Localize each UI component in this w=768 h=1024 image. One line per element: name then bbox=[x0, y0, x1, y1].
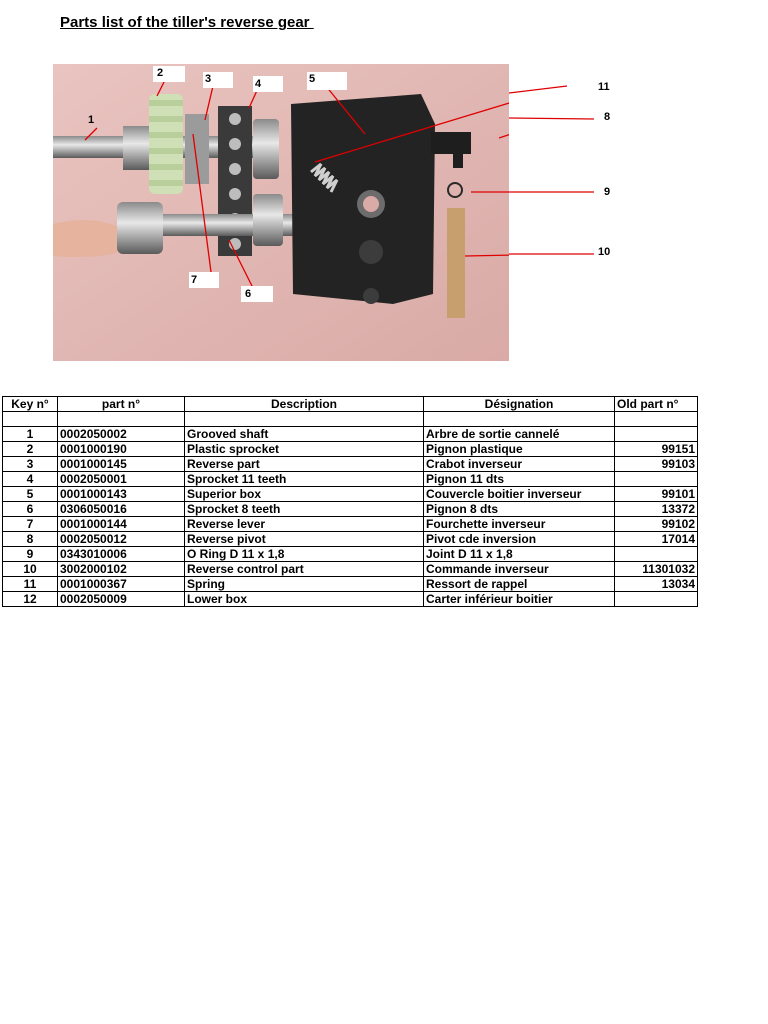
table-row bbox=[3, 427, 698, 442]
key-cell: 12 bbox=[3, 592, 58, 607]
callout-10: 10 bbox=[598, 246, 611, 258]
designation-cell: Pivot cde inversion bbox=[424, 532, 615, 547]
designation-cell: Pignon plastique bbox=[424, 442, 615, 457]
parts-table bbox=[2, 396, 698, 607]
description-cell: Spring bbox=[185, 577, 424, 592]
description-cell: O Ring D 11 x 1,8 bbox=[185, 547, 424, 562]
description-cell: Reverse lever bbox=[185, 517, 424, 532]
callout-9: 9 bbox=[604, 186, 611, 198]
description-cell: Lower box bbox=[185, 592, 424, 607]
key-cell: 8 bbox=[3, 532, 58, 547]
part-number-cell: 0001000190 bbox=[58, 442, 185, 457]
table-row bbox=[3, 502, 698, 517]
part-number-cell: 0001000145 bbox=[58, 457, 185, 472]
description-cell: Sprocket 11 teeth bbox=[185, 472, 424, 487]
key-cell: 3 bbox=[3, 457, 58, 472]
header-old-part-number: Old part n° bbox=[615, 397, 698, 412]
designation-cell: Arbre de sortie cannelé bbox=[424, 427, 615, 442]
callout-4: 4 bbox=[255, 78, 262, 90]
old-part-number-cell bbox=[615, 547, 698, 562]
table-row bbox=[3, 592, 698, 607]
part-number-cell: 0002050002 bbox=[58, 427, 185, 442]
key-cell: 1 bbox=[3, 427, 58, 442]
description-cell: Reverse control part bbox=[185, 562, 424, 577]
description-cell: Plastic sprocket bbox=[185, 442, 424, 457]
old-part-number-cell: 13034 bbox=[615, 577, 698, 592]
header-key: Key n° bbox=[3, 397, 58, 412]
header-part-number: part n° bbox=[58, 397, 185, 412]
callout-7: 7 bbox=[191, 274, 198, 286]
table-row bbox=[3, 457, 698, 472]
table-row bbox=[3, 562, 698, 577]
old-part-number-cell: 99101 bbox=[615, 487, 698, 502]
part-number-cell: 0002050009 bbox=[58, 592, 185, 607]
description-cell: Reverse part bbox=[185, 457, 424, 472]
page-title: Parts list of the tiller's reverse gear bbox=[60, 14, 314, 31]
key-cell: 9 bbox=[3, 547, 58, 562]
description-cell: Superior box bbox=[185, 487, 424, 502]
key-cell: 6 bbox=[3, 502, 58, 517]
callout-6: 6 bbox=[245, 288, 252, 300]
part-number-cell: 0343010006 bbox=[58, 547, 185, 562]
table-row bbox=[3, 547, 698, 562]
header-description: Description bbox=[185, 397, 424, 412]
old-part-number-cell: 99151 bbox=[615, 442, 698, 457]
description-cell: Sprocket 8 teeth bbox=[185, 502, 424, 517]
key-cell: 4 bbox=[3, 472, 58, 487]
callout-11: 11 bbox=[598, 81, 610, 93]
table-row bbox=[3, 472, 698, 487]
table-header-row bbox=[3, 397, 698, 412]
designation-cell: Joint D 11 x 1,8 bbox=[424, 547, 615, 562]
callout-2: 2 bbox=[157, 67, 164, 79]
old-part-number-cell bbox=[615, 427, 698, 442]
part-number-cell: 0002050001 bbox=[58, 472, 185, 487]
part-number-cell: 0001000143 bbox=[58, 487, 185, 502]
table-row bbox=[3, 442, 698, 457]
designation-cell: Pignon 8 dts bbox=[424, 502, 615, 517]
designation-cell: Ressort de rappel bbox=[424, 577, 615, 592]
old-part-number-cell bbox=[615, 592, 698, 607]
header-designation: Désignation bbox=[424, 397, 615, 412]
callout-5: 5 bbox=[309, 73, 316, 85]
description-cell: Grooved shaft bbox=[185, 427, 424, 442]
old-part-number-cell: 13372 bbox=[615, 502, 698, 517]
part-number-cell: 3002000102 bbox=[58, 562, 185, 577]
part-number-cell: 0001000144 bbox=[58, 517, 185, 532]
designation-cell: Crabot inverseur bbox=[424, 457, 615, 472]
part-number-cell: 0001000367 bbox=[58, 577, 185, 592]
old-part-number-cell: 17014 bbox=[615, 532, 698, 547]
key-cell: 10 bbox=[3, 562, 58, 577]
designation-cell: Fourchette inverseur bbox=[424, 517, 615, 532]
old-part-number-cell: 99103 bbox=[615, 457, 698, 472]
blank-row bbox=[3, 412, 698, 427]
callout-3: 3 bbox=[205, 73, 212, 85]
designation-cell: Commande inverseur bbox=[424, 562, 615, 577]
table-row bbox=[3, 532, 698, 547]
designation-cell: Carter inférieur boitier bbox=[424, 592, 615, 607]
designation-cell: Pignon 11 dts bbox=[424, 472, 615, 487]
callout-8: 8 bbox=[604, 111, 611, 123]
table-row bbox=[3, 517, 698, 532]
table-row bbox=[3, 577, 698, 592]
key-cell: 7 bbox=[3, 517, 58, 532]
key-cell: 2 bbox=[3, 442, 58, 457]
callout-1: 1 bbox=[88, 114, 95, 126]
part-number-cell: 0306050016 bbox=[58, 502, 185, 517]
table-row bbox=[3, 487, 698, 502]
parts-photo bbox=[53, 64, 509, 361]
key-cell: 11 bbox=[3, 577, 58, 592]
old-part-number-cell: 99102 bbox=[615, 517, 698, 532]
key-cell: 5 bbox=[3, 487, 58, 502]
callout-arrows-outside bbox=[509, 64, 599, 264]
part-number-cell: 0002050012 bbox=[58, 532, 185, 547]
old-part-number-cell: 11301032 bbox=[615, 562, 698, 577]
designation-cell: Couvercle boitier inverseur bbox=[424, 487, 615, 502]
description-cell: Reverse pivot bbox=[185, 532, 424, 547]
old-part-number-cell bbox=[615, 472, 698, 487]
